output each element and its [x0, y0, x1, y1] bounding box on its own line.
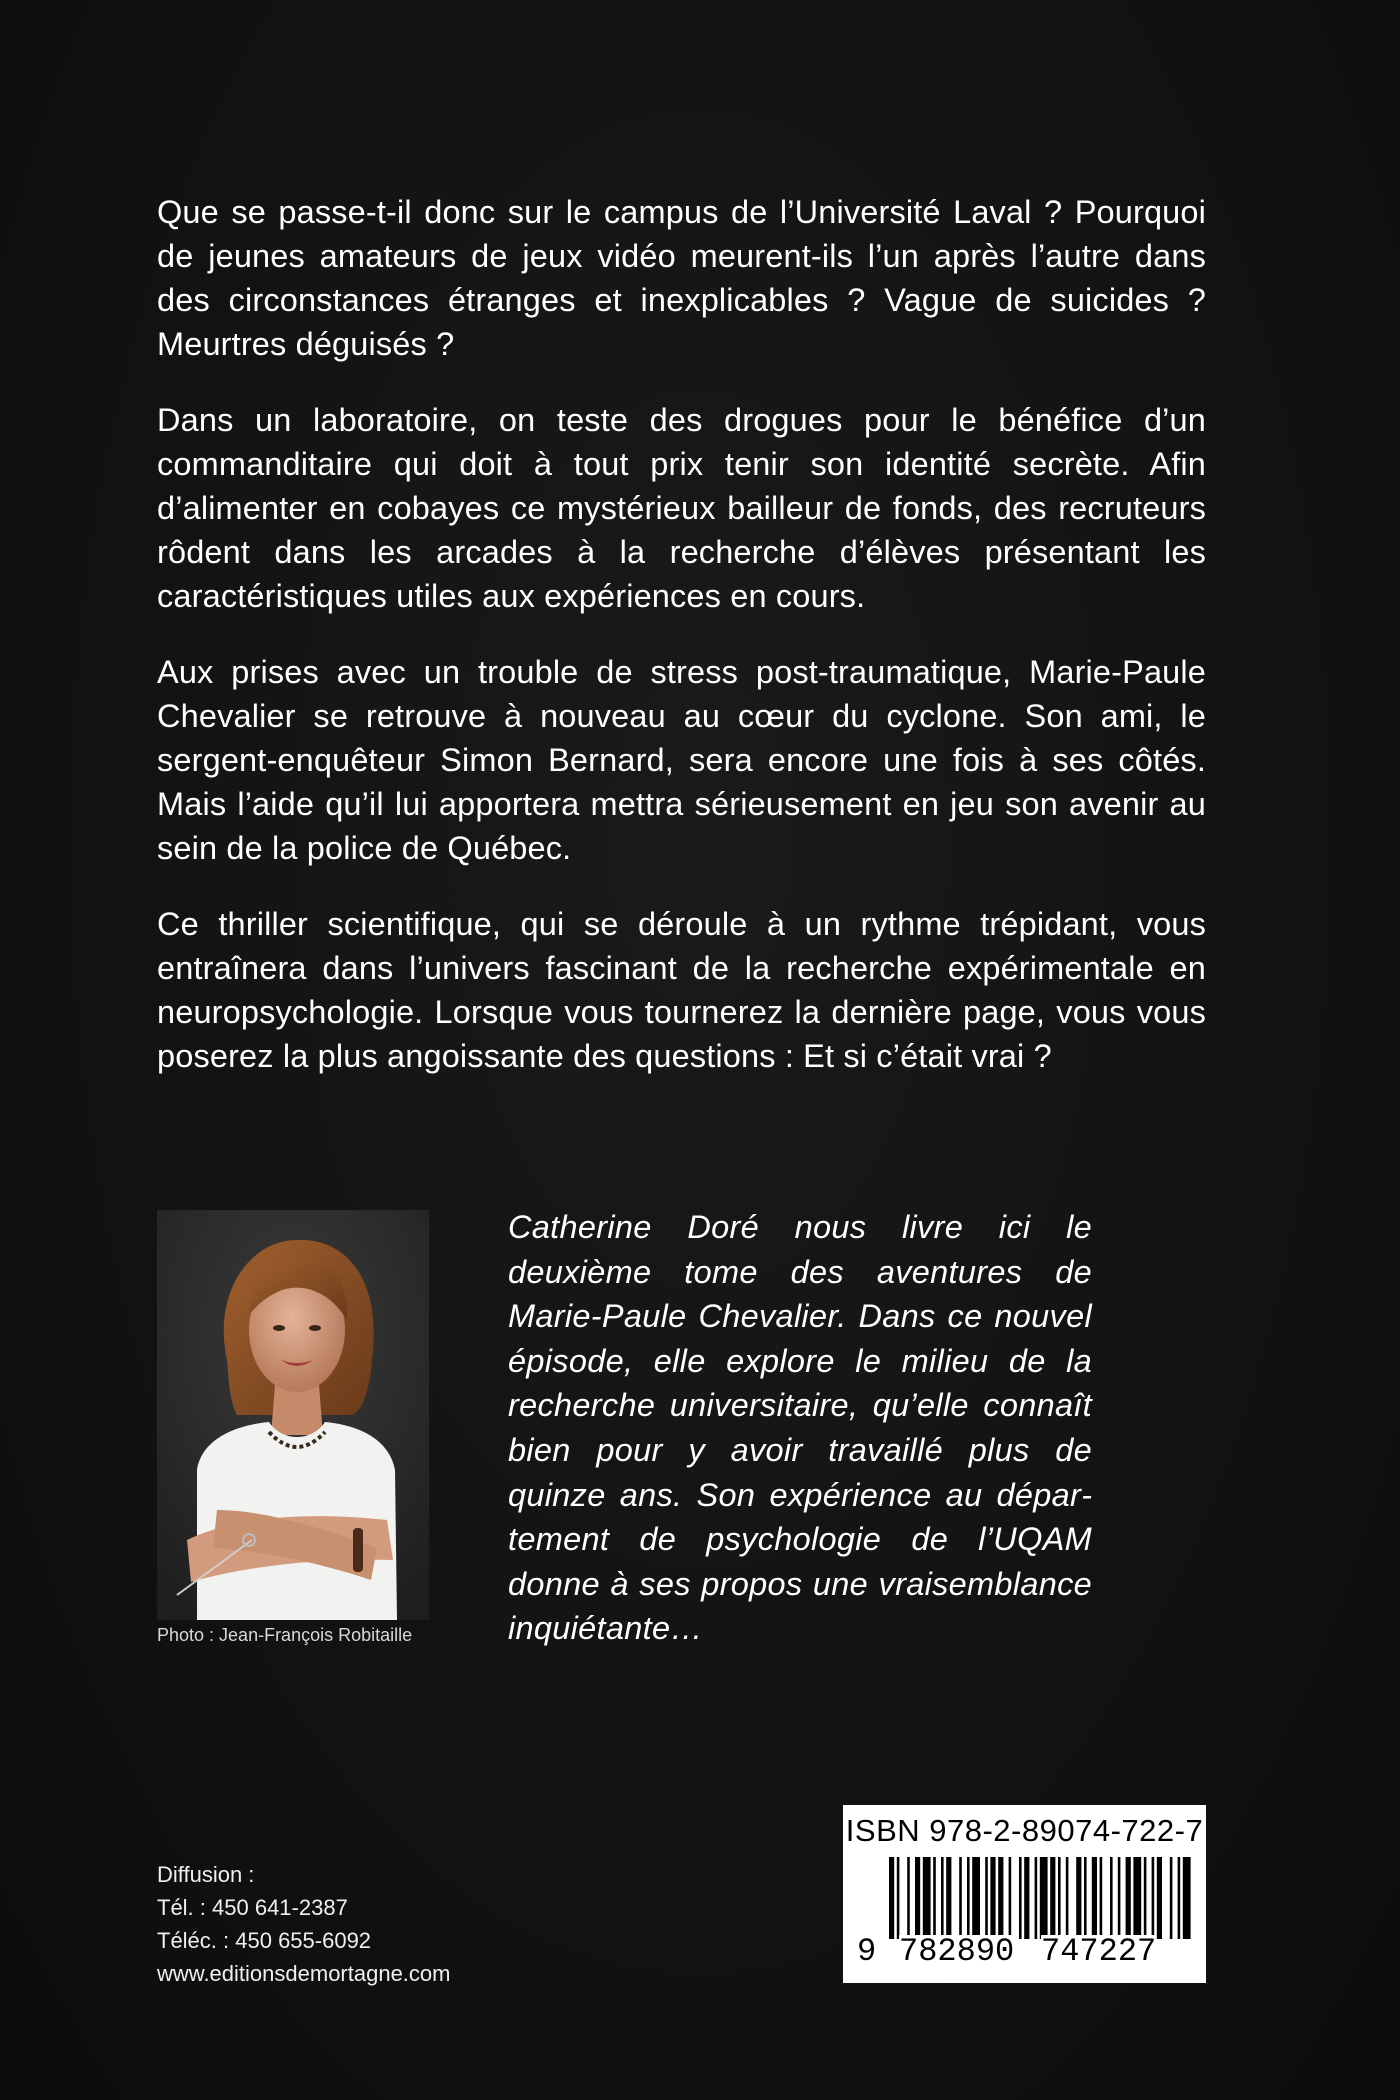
isbn-barcode	[843, 1805, 1206, 1983]
blurb-paragraph-3: Aux prises avec un trouble de stress post-traumatique, Marie-Paule Chevalier se retrouve à nouveau au cœur du cyclone. Son ami, le sergent-enquêteur Simon Bernard, sera encore une fois à ses côtés. Mais l’aide qu’il lui apportera mettra sérieusement en jeu son avenir au sein de la police de Québec.	[157, 654, 1206, 866]
blurb-paragraph-2: Dans un laboratoire, on teste des drogues pour le bénéfice d’un commanditaire qui doit à tout prix tenir son identité secrète. Afin d’alimenter en cobayes ce mystérieux bailleur de fonds, des recruteurs rôdent dans les arcades à la recherche d’élèves présentant les caractéristiques utiles aux expériences en cours.	[157, 402, 1206, 614]
barcode-digit-first: 9	[857, 1933, 877, 1970]
barcode-digits-left: 782890	[899, 1933, 1015, 1970]
diffusion-website: www.editionsdemortagne.com	[157, 1961, 451, 1986]
blurb-paragraph-1: Que se passe-t-il donc sur le campus de l’Université Laval ? Pourquoi de jeunes amateurs de jeux vidéo meurent-ils l’un après l’autre dans des circonstances étranges et inexplicables ? Vague de suicides ? Meurtres déguisés ?	[157, 194, 1206, 362]
photo-credit: Photo : Jean-François Robitaille	[157, 1625, 413, 1645]
back-cover-blurb	[157, 190, 1206, 1110]
diffusion-label: Diffusion :	[157, 1862, 255, 1887]
author-photo	[157, 1210, 429, 1620]
author-bio: Catherine Doré nous livre ici le deuxième tome des aventures de Marie-Paule Chevalier. Dans ce nouvel épisode, elle explore le milieu de la recherche universitaire, qu’elle connaît bien pour y avoir travaillé plus de quinze ans. Son expérience au département de psychologie de l’UQAM donne à ses propos une vraisemblance inquiétante…	[508, 1209, 1092, 1647]
diffusion-info	[157, 1858, 450, 1990]
diffusion-fax: Téléc. : 450 655-6092	[157, 1928, 372, 1953]
isbn-label: ISBN 978-2-89074-722-7	[845, 1813, 1204, 1848]
barcode-digits-right: 747227	[1041, 1933, 1157, 1970]
blurb-paragraph-4: Ce thriller scientifique, qui se déroule à un rythme trépidant, vous entraînera dans l’univers fascinant de la recherche expérimentale en neuropsychologie. Lorsque vous tournerez la dernière page, vous vous poserez la plus angoissante des questions : Et si c’était vrai ?	[157, 906, 1206, 1074]
diffusion-tel: Tél. : 450 641-2387	[157, 1895, 348, 1920]
